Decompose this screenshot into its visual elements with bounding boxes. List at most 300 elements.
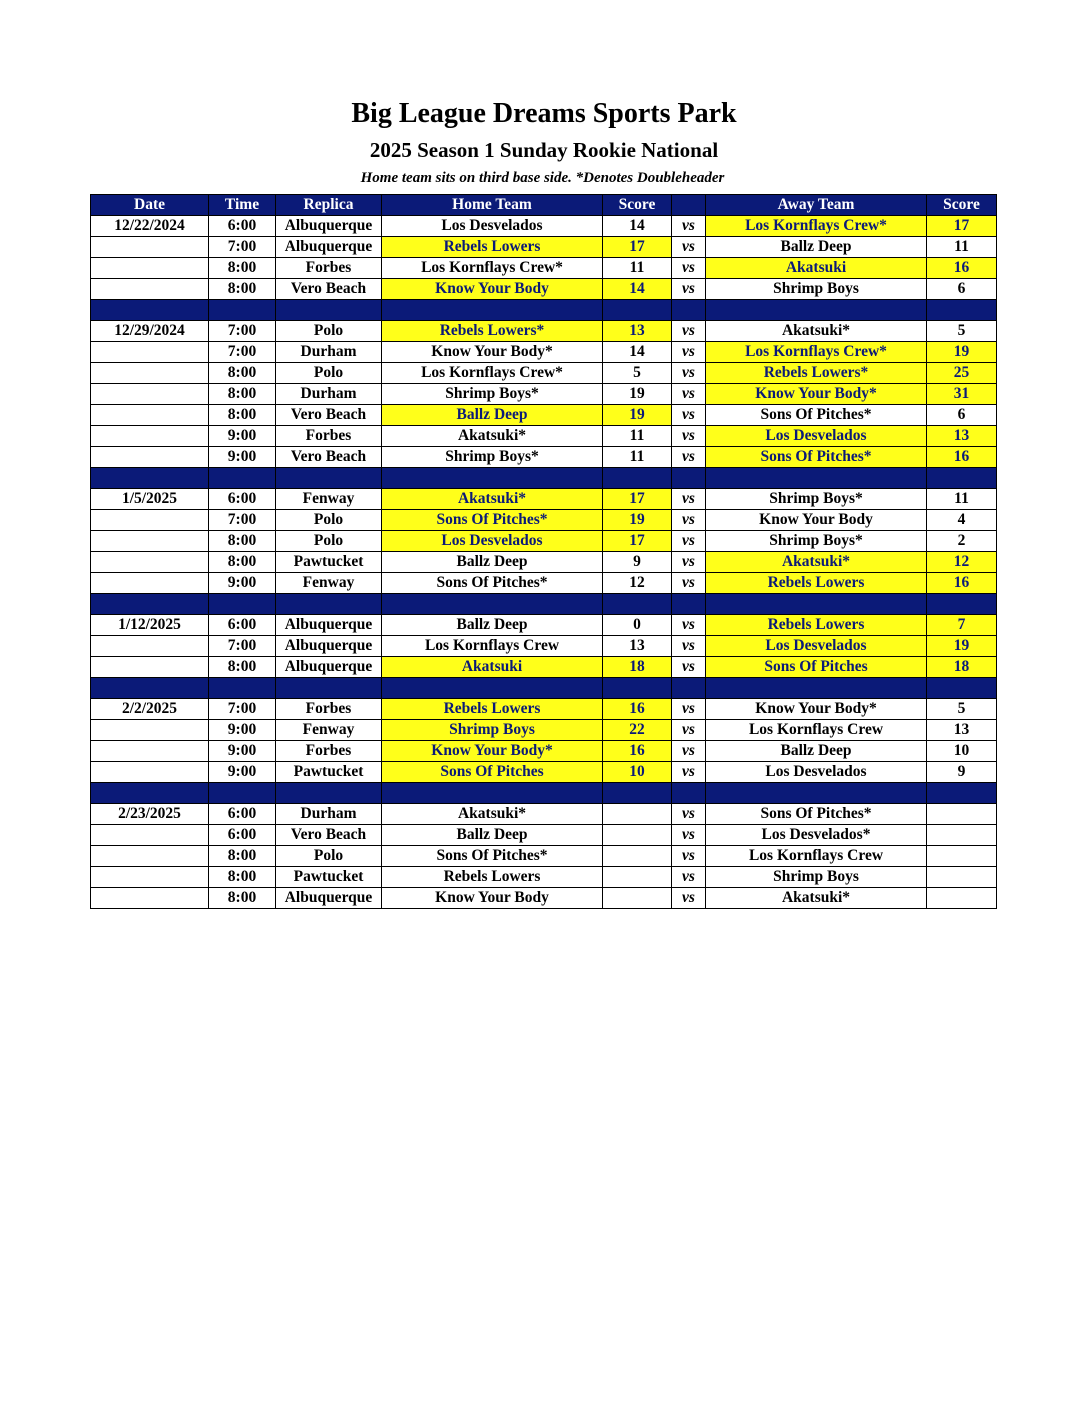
game-row [91, 405, 997, 426]
separator-cell [91, 594, 209, 615]
away-score: 2 [927, 531, 997, 552]
game-date [91, 888, 209, 909]
home-score: 9 [603, 552, 672, 573]
game-row [91, 888, 997, 909]
separator-cell [91, 783, 209, 804]
separator-cell [209, 678, 276, 699]
separator-cell [706, 678, 927, 699]
game-field: Vero Beach [276, 405, 382, 426]
separator-cell [276, 468, 382, 489]
away-score [927, 804, 997, 825]
away-team: Akatsuki* [706, 552, 927, 573]
game-date [91, 720, 209, 741]
home-team: Rebels Lowers [382, 867, 603, 888]
col-replica-header: Replica [276, 195, 382, 216]
week-separator [91, 678, 997, 699]
away-score: 16 [927, 573, 997, 594]
game-row [91, 363, 997, 384]
game-field: Albuquerque [276, 657, 382, 678]
separator-cell [706, 300, 927, 321]
home-score: 12 [603, 573, 672, 594]
game-row [91, 258, 997, 279]
game-time: 7:00 [209, 321, 276, 342]
game-field: Polo [276, 321, 382, 342]
vs-label: vs [672, 384, 706, 405]
separator-cell [209, 594, 276, 615]
col-home-score-header: Score [603, 195, 672, 216]
away-score [927, 846, 997, 867]
game-field: Forbes [276, 258, 382, 279]
away-team: Shrimp Boys [706, 867, 927, 888]
game-field: Vero Beach [276, 825, 382, 846]
vs-label: vs [672, 804, 706, 825]
game-time: 7:00 [209, 636, 276, 657]
vs-label: vs [672, 405, 706, 426]
col-date-header: Date [91, 195, 209, 216]
game-time: 6:00 [209, 825, 276, 846]
away-score: 11 [927, 237, 997, 258]
game-field: Durham [276, 804, 382, 825]
away-team: Sons Of Pitches [706, 657, 927, 678]
game-date [91, 342, 209, 363]
home-score: 14 [603, 342, 672, 363]
home-score: 10 [603, 762, 672, 783]
away-score: 31 [927, 384, 997, 405]
home-team: Ballz Deep [382, 825, 603, 846]
game-time: 8:00 [209, 258, 276, 279]
game-time: 9:00 [209, 762, 276, 783]
home-score: 14 [603, 279, 672, 300]
away-team: Akatsuki* [706, 321, 927, 342]
game-row [91, 279, 997, 300]
away-team: Shrimp Boys* [706, 531, 927, 552]
separator-cell [382, 468, 603, 489]
game-row [91, 741, 997, 762]
away-team: Ballz Deep [706, 237, 927, 258]
game-field: Fenway [276, 720, 382, 741]
away-team: Shrimp Boys [706, 279, 927, 300]
vs-label: vs [672, 636, 706, 657]
game-field: Forbes [276, 426, 382, 447]
game-time: 8:00 [209, 363, 276, 384]
home-score: 0 [603, 615, 672, 636]
separator-cell [603, 783, 672, 804]
home-team: Shrimp Boys [382, 720, 603, 741]
away-score: 17 [927, 216, 997, 237]
game-field: Durham [276, 342, 382, 363]
game-row [91, 552, 997, 573]
game-time: 7:00 [209, 699, 276, 720]
game-date [91, 510, 209, 531]
home-team: Akatsuki* [382, 489, 603, 510]
away-score: 5 [927, 321, 997, 342]
col-away-score-header: Score [927, 195, 997, 216]
game-field: Vero Beach [276, 279, 382, 300]
game-date [91, 384, 209, 405]
week-separator [91, 468, 997, 489]
home-team: Ballz Deep [382, 615, 603, 636]
game-row [91, 636, 997, 657]
home-team: Rebels Lowers [382, 699, 603, 720]
away-score: 16 [927, 258, 997, 279]
separator-cell [672, 300, 706, 321]
game-row [91, 699, 997, 720]
game-date [91, 531, 209, 552]
away-team: Rebels Lowers [706, 615, 927, 636]
away-score: 16 [927, 447, 997, 468]
separator-cell [209, 300, 276, 321]
game-row [91, 426, 997, 447]
vs-label: vs [672, 741, 706, 762]
game-date [91, 573, 209, 594]
game-field: Polo [276, 531, 382, 552]
game-row [91, 720, 997, 741]
away-team: Rebels Lowers [706, 573, 927, 594]
separator-cell [672, 678, 706, 699]
away-score: 13 [927, 426, 997, 447]
separator-cell [91, 678, 209, 699]
separator-cell [276, 300, 382, 321]
game-row [91, 573, 997, 594]
home-team: Rebels Lowers* [382, 321, 603, 342]
away-score [927, 867, 997, 888]
separator-cell [706, 783, 927, 804]
game-date [91, 741, 209, 762]
game-date [91, 657, 209, 678]
game-row [91, 762, 997, 783]
game-date: 2/2/2025 [91, 699, 209, 720]
game-field: Pawtucket [276, 762, 382, 783]
game-row [91, 615, 997, 636]
home-team: Akatsuki* [382, 426, 603, 447]
game-row [91, 216, 997, 237]
game-row [91, 657, 997, 678]
away-score: 18 [927, 657, 997, 678]
away-score: 6 [927, 279, 997, 300]
game-time: 6:00 [209, 216, 276, 237]
home-team: Rebels Lowers [382, 237, 603, 258]
game-date [91, 237, 209, 258]
home-score: 17 [603, 489, 672, 510]
home-team: Los Desvelados [382, 531, 603, 552]
game-time: 7:00 [209, 510, 276, 531]
home-score: 13 [603, 321, 672, 342]
vs-label: vs [672, 321, 706, 342]
separator-cell [603, 678, 672, 699]
game-time: 9:00 [209, 426, 276, 447]
game-time: 8:00 [209, 888, 276, 909]
col-vs-header [672, 195, 706, 216]
game-row [91, 867, 997, 888]
away-team: Sons Of Pitches* [706, 804, 927, 825]
page-subtitle: 2025 Season 1 Sunday Rookie National [369, 138, 719, 162]
home-score: 16 [603, 699, 672, 720]
away-team: Los Desvelados [706, 762, 927, 783]
game-row [91, 237, 997, 258]
separator-cell [927, 594, 997, 615]
schedule-table [90, 194, 997, 909]
home-team: Los Desvelados [382, 216, 603, 237]
separator-cell [927, 678, 997, 699]
game-field: Pawtucket [276, 552, 382, 573]
away-team: Los Kornflays Crew* [706, 216, 927, 237]
vs-label: vs [672, 426, 706, 447]
game-date [91, 426, 209, 447]
vs-label: vs [672, 342, 706, 363]
home-team: Los Kornflays Crew* [382, 363, 603, 384]
col-home-team-header: Home Team [382, 195, 603, 216]
separator-cell [276, 594, 382, 615]
game-date [91, 447, 209, 468]
separator-cell [927, 783, 997, 804]
separator-cell [706, 468, 927, 489]
game-time: 8:00 [209, 657, 276, 678]
game-field: Fenway [276, 573, 382, 594]
away-team: Shrimp Boys* [706, 489, 927, 510]
home-team: Los Kornflays Crew* [382, 258, 603, 279]
home-team: Akatsuki* [382, 804, 603, 825]
game-field: Forbes [276, 741, 382, 762]
game-time: 8:00 [209, 867, 276, 888]
home-score: 19 [603, 405, 672, 426]
away-team: Los Kornflays Crew [706, 846, 927, 867]
separator-cell [672, 468, 706, 489]
home-score [603, 888, 672, 909]
vs-label: vs [672, 720, 706, 741]
separator-cell [91, 468, 209, 489]
game-date: 12/22/2024 [91, 216, 209, 237]
game-date: 12/29/2024 [91, 321, 209, 342]
home-team: Ballz Deep [382, 405, 603, 426]
home-score: 17 [603, 531, 672, 552]
away-team: Los Desvelados [706, 636, 927, 657]
home-score [603, 867, 672, 888]
game-row [91, 384, 997, 405]
away-team: Los Desvelados* [706, 825, 927, 846]
home-team: Shrimp Boys* [382, 384, 603, 405]
vs-label: vs [672, 489, 706, 510]
game-time: 9:00 [209, 573, 276, 594]
game-field: Durham [276, 384, 382, 405]
away-score: 13 [927, 720, 997, 741]
away-team: Ballz Deep [706, 741, 927, 762]
home-score: 5 [603, 363, 672, 384]
game-time: 8:00 [209, 531, 276, 552]
away-score: 11 [927, 489, 997, 510]
vs-label: vs [672, 867, 706, 888]
away-score: 4 [927, 510, 997, 531]
away-team: Know Your Body* [706, 699, 927, 720]
home-score [603, 804, 672, 825]
away-team: Sons Of Pitches* [706, 405, 927, 426]
vs-label: vs [672, 825, 706, 846]
vs-label: vs [672, 447, 706, 468]
vs-label: vs [672, 258, 706, 279]
away-score: 5 [927, 699, 997, 720]
game-time: 9:00 [209, 741, 276, 762]
separator-cell [276, 678, 382, 699]
separator-cell [672, 783, 706, 804]
game-row [91, 825, 997, 846]
away-score: 19 [927, 636, 997, 657]
col-time-header: Time [209, 195, 276, 216]
away-score: 19 [927, 342, 997, 363]
separator-cell [382, 300, 603, 321]
game-row [91, 531, 997, 552]
game-date: 2/23/2025 [91, 804, 209, 825]
game-date [91, 846, 209, 867]
schedule-body [91, 216, 997, 909]
week-separator [91, 783, 997, 804]
game-time: 9:00 [209, 447, 276, 468]
away-score: 25 [927, 363, 997, 384]
home-score: 16 [603, 741, 672, 762]
vs-label: vs [672, 762, 706, 783]
away-team: Rebels Lowers* [706, 363, 927, 384]
game-date [91, 258, 209, 279]
away-score: 12 [927, 552, 997, 573]
separator-cell [276, 783, 382, 804]
home-team: Know Your Body [382, 888, 603, 909]
home-team: Los Kornflays Crew [382, 636, 603, 657]
game-time: 9:00 [209, 720, 276, 741]
separator-cell [603, 594, 672, 615]
schedule-note: Home team sits on third base side. *Denotes Doubleheader [360, 170, 725, 186]
col-away-team-header: Away Team [706, 195, 927, 216]
game-row [91, 846, 997, 867]
game-row [91, 804, 997, 825]
home-team: Akatsuki [382, 657, 603, 678]
game-date [91, 552, 209, 573]
home-team: Sons Of Pitches [382, 762, 603, 783]
home-score: 11 [603, 447, 672, 468]
game-row [91, 510, 997, 531]
home-score: 13 [603, 636, 672, 657]
game-field: Pawtucket [276, 867, 382, 888]
separator-cell [209, 468, 276, 489]
home-score: 17 [603, 237, 672, 258]
home-score: 11 [603, 426, 672, 447]
game-field: Forbes [276, 699, 382, 720]
separator-cell [382, 783, 603, 804]
game-time: 8:00 [209, 846, 276, 867]
vs-label: vs [672, 510, 706, 531]
away-team: Los Desvelados [706, 426, 927, 447]
game-date: 1/12/2025 [91, 615, 209, 636]
vs-label: vs [672, 363, 706, 384]
away-team: Akatsuki [706, 258, 927, 279]
away-score: 7 [927, 615, 997, 636]
vs-label: vs [672, 237, 706, 258]
vs-label: vs [672, 888, 706, 909]
separator-cell [91, 300, 209, 321]
separator-cell [927, 468, 997, 489]
separator-cell [672, 594, 706, 615]
home-score [603, 825, 672, 846]
home-score: 18 [603, 657, 672, 678]
game-row [91, 342, 997, 363]
home-score: 11 [603, 258, 672, 279]
game-field: Albuquerque [276, 888, 382, 909]
home-team: Sons Of Pitches* [382, 846, 603, 867]
home-team: Know Your Body* [382, 342, 603, 363]
page-title: Big League Dreams Sports Park [351, 98, 737, 129]
game-time: 8:00 [209, 384, 276, 405]
separator-cell [209, 783, 276, 804]
vs-label: vs [672, 699, 706, 720]
vs-label: vs [672, 846, 706, 867]
home-team: Ballz Deep [382, 552, 603, 573]
vs-label: vs [672, 531, 706, 552]
away-score: 6 [927, 405, 997, 426]
home-score: 22 [603, 720, 672, 741]
separator-cell [382, 594, 603, 615]
home-team: Sons Of Pitches* [382, 510, 603, 531]
game-date [91, 279, 209, 300]
home-team: Know Your Body* [382, 741, 603, 762]
vs-label: vs [672, 216, 706, 237]
game-field: Vero Beach [276, 447, 382, 468]
game-date [91, 867, 209, 888]
game-row [91, 489, 997, 510]
game-date [91, 405, 209, 426]
game-field: Albuquerque [276, 636, 382, 657]
away-score: 9 [927, 762, 997, 783]
away-score [927, 888, 997, 909]
game-date: 1/5/2025 [91, 489, 209, 510]
home-team: Shrimp Boys* [382, 447, 603, 468]
game-field: Polo [276, 846, 382, 867]
home-score: 19 [603, 510, 672, 531]
game-time: 7:00 [209, 342, 276, 363]
vs-label: vs [672, 657, 706, 678]
home-score: 14 [603, 216, 672, 237]
game-date [91, 762, 209, 783]
week-separator [91, 594, 997, 615]
game-time: 6:00 [209, 804, 276, 825]
game-time: 7:00 [209, 237, 276, 258]
away-team: Know Your Body* [706, 384, 927, 405]
away-team: Los Kornflays Crew* [706, 342, 927, 363]
vs-label: vs [672, 573, 706, 594]
vs-label: vs [672, 552, 706, 573]
game-field: Albuquerque [276, 216, 382, 237]
game-field: Albuquerque [276, 237, 382, 258]
home-score [603, 846, 672, 867]
game-date [91, 825, 209, 846]
away-score [927, 825, 997, 846]
week-separator [91, 300, 997, 321]
away-team: Los Kornflays Crew [706, 720, 927, 741]
game-time: 8:00 [209, 279, 276, 300]
game-time: 8:00 [209, 405, 276, 426]
game-date [91, 363, 209, 384]
game-field: Polo [276, 363, 382, 384]
game-field: Albuquerque [276, 615, 382, 636]
away-team: Know Your Body [706, 510, 927, 531]
home-team: Sons Of Pitches* [382, 573, 603, 594]
header-row [91, 195, 997, 216]
away-team: Sons Of Pitches* [706, 447, 927, 468]
game-time: 8:00 [209, 552, 276, 573]
game-field: Fenway [276, 489, 382, 510]
game-time: 6:00 [209, 615, 276, 636]
home-team: Know Your Body [382, 279, 603, 300]
game-date [91, 636, 209, 657]
away-team: Akatsuki* [706, 888, 927, 909]
game-time: 6:00 [209, 489, 276, 510]
separator-cell [706, 594, 927, 615]
